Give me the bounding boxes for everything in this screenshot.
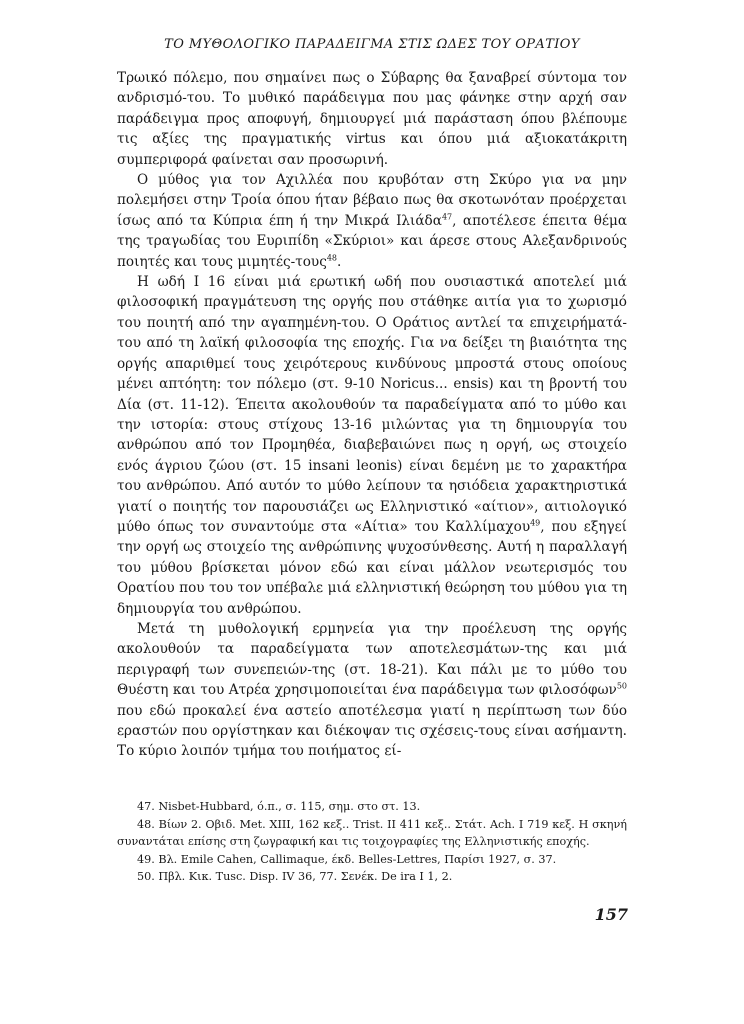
paragraph-text: Ο μύθος για τον Αχιλλέα που κρυβόταν στη Σκύρο για να μην πολεμήσει στην Τροία όπου ήταν βέβαιο πως θα σκοτωνόταν προέρχεται ίσως από τα Κύπρια έπη ή την Μικρά Ιλιάδα xyxy=(117,172,627,229)
body-paragraph xyxy=(117,68,627,170)
running-head: ΤΟ ΜΥΘΟΛΟΓΙΚΟ ΠΑΡΑΔΕΙΓΜΑ ΣΤΙΣ ΩΔΕΣ ΤΟΥ ΟΡΑΤΙΟΥ xyxy=(164,37,580,52)
paragraph-text: Τρωικό πόλεμο, που σημαίνει πως ο Σύβαρης θα ξαναβρεί σύντομα τον ανδρισμό-του. Το μυθικό παράδειγμα που μας φάνηκε στην αρχή σαν παράδειγμα προς αποφυγή, δημιουργεί μιά παράσταση όπου βλέπουμε τις αξίες της πραγματικής virtus και όπου μιά αξιοκατάκριτη συμπεριφορά φαίνεται σαν προσωρινή. xyxy=(117,70,627,168)
footnote-ref: 47 xyxy=(441,212,453,222)
paragraph-text: . xyxy=(337,253,342,270)
body-paragraph xyxy=(117,272,627,619)
footnote-ref: 50 xyxy=(616,681,627,691)
paragraph-text: , που εξηγεί την οργή ως στοιχείο της ανθρώπινης ψυχοσύνθεσης. Αυτή η παραλλαγή του μύθου βρίσκεται μόνον εδώ και είναι μάλλον νεωτερισμός του Ορατίου που του τον υπέβαλε μιά ελληνιστική θεώρηση του μύθου για τη δημιουργία του ανθρώπου. xyxy=(117,518,627,617)
paragraph-text: Μετά τη μυθολογική ερμηνεία για την προέλευση της οργής ακολουθούν τα παραδείγματα των αποτελεσμάτων-της και μιά περιγραφή των συνεπειών-της (στ. 18-21). Και πάλι με το μύθο του Θυέστη και του Ατρέα χρησιμοποιείται ένα παράδειγμα των φιλοσόφων xyxy=(117,620,627,699)
paragraph-text: , αποτέλεσε έπειτα θέμα της τραγωδίας του Ευριπίδη «Σκύριοι» και άρεσε στους Αλεξανδρινούς ποιητές και τους μιμητές-τους xyxy=(117,212,628,270)
body-paragraph xyxy=(117,619,627,762)
footnote: 50. Πβλ. Κικ. Tusc. Disp. IV 36, 77. Σενέκ. De ira I 1, 2. xyxy=(137,870,453,884)
footnote-ref: 49 xyxy=(530,518,541,528)
paragraph-text: Η ωδή I 16 είναι μιά ερωτική ωδή που ουσιαστικά αποτελεί μιά φιλοσοφική πραγμάτευση της οργής που στάθηκε αιτία για το χωρισμό του ποιητή από την αγαπημένη-του. Ο Οράτιος αντλεί τα επιχειρήματά-του από τη λαϊκή φιλοσοφία της εποχής. Για να δείξει τη βιαιότητα της οργής απαριθμεί τους χειρότερους κινδύνους μπροστά στους οποίους μένει απτόητη: τον πόλεμο (στ. 9-10 Noricus... ensis) και τη βροντή του Δία (στ. 11-12). Έπειτα ακολουθούν τα παραδείγματα από το μύθο και την ιστορία: στους στίχους 13-16 μιλώντας για τη δημιουργία του ανθρώπου από τον Προμηθέα, διαβεβαιώνει πως η οργή, ως στοιχείο ενός άγριου ζώου (στ. 15 insani leonis) είναι δεμένη με το χαρακτήρα του ανθρώπου. Από αυτόν το μύθο λείπουν τα ησιόδεια χαρακτηριστικά γιατί ο ποιητής τον παρουσιάζει ως Ελληνιστικό «αίτιον», αιτιολογικό μύθο όπως τον συναντούμε στα «Αίτια» του Καλλίμαχου xyxy=(117,274,627,535)
footnotes xyxy=(117,798,627,886)
paragraph-text: που εδώ προκαλεί ένα αστείο αποτέλεσμα γιατί η περίπτωση των δύο εραστών που οργίστηκαν και διέκοψαν τις σχέσεις-τους είναι ασήμαντη. Το κύριο λοιπόν τμήμα του ποιήματος εί- xyxy=(117,702,627,760)
body-paragraph xyxy=(117,170,627,272)
footnote-ref: 48 xyxy=(326,253,338,263)
footnote: 49. Βλ. Emile Cahen, Callimaque, έκδ. Belles-Lettres, Παρίσι 1927, σ. 37. xyxy=(137,852,557,866)
page-number: 157 xyxy=(594,905,628,924)
footnote: 47. Nisbet-Hubbard, ό.π., σ. 115, σημ. στο στ. 13. xyxy=(137,800,421,813)
footnote: 48. Βίων 2. Οβιδ. Met. XIII, 162 κεξ.. Trist. II 411 κεξ.. Στάτ. Ach. I 719 κεξ. Η σκηνή συναντάται επίσης στη ζωγραφική και τις τοιχογραφίες της Ελληνιστικής εποχής. xyxy=(117,817,627,849)
body-text xyxy=(117,68,627,762)
